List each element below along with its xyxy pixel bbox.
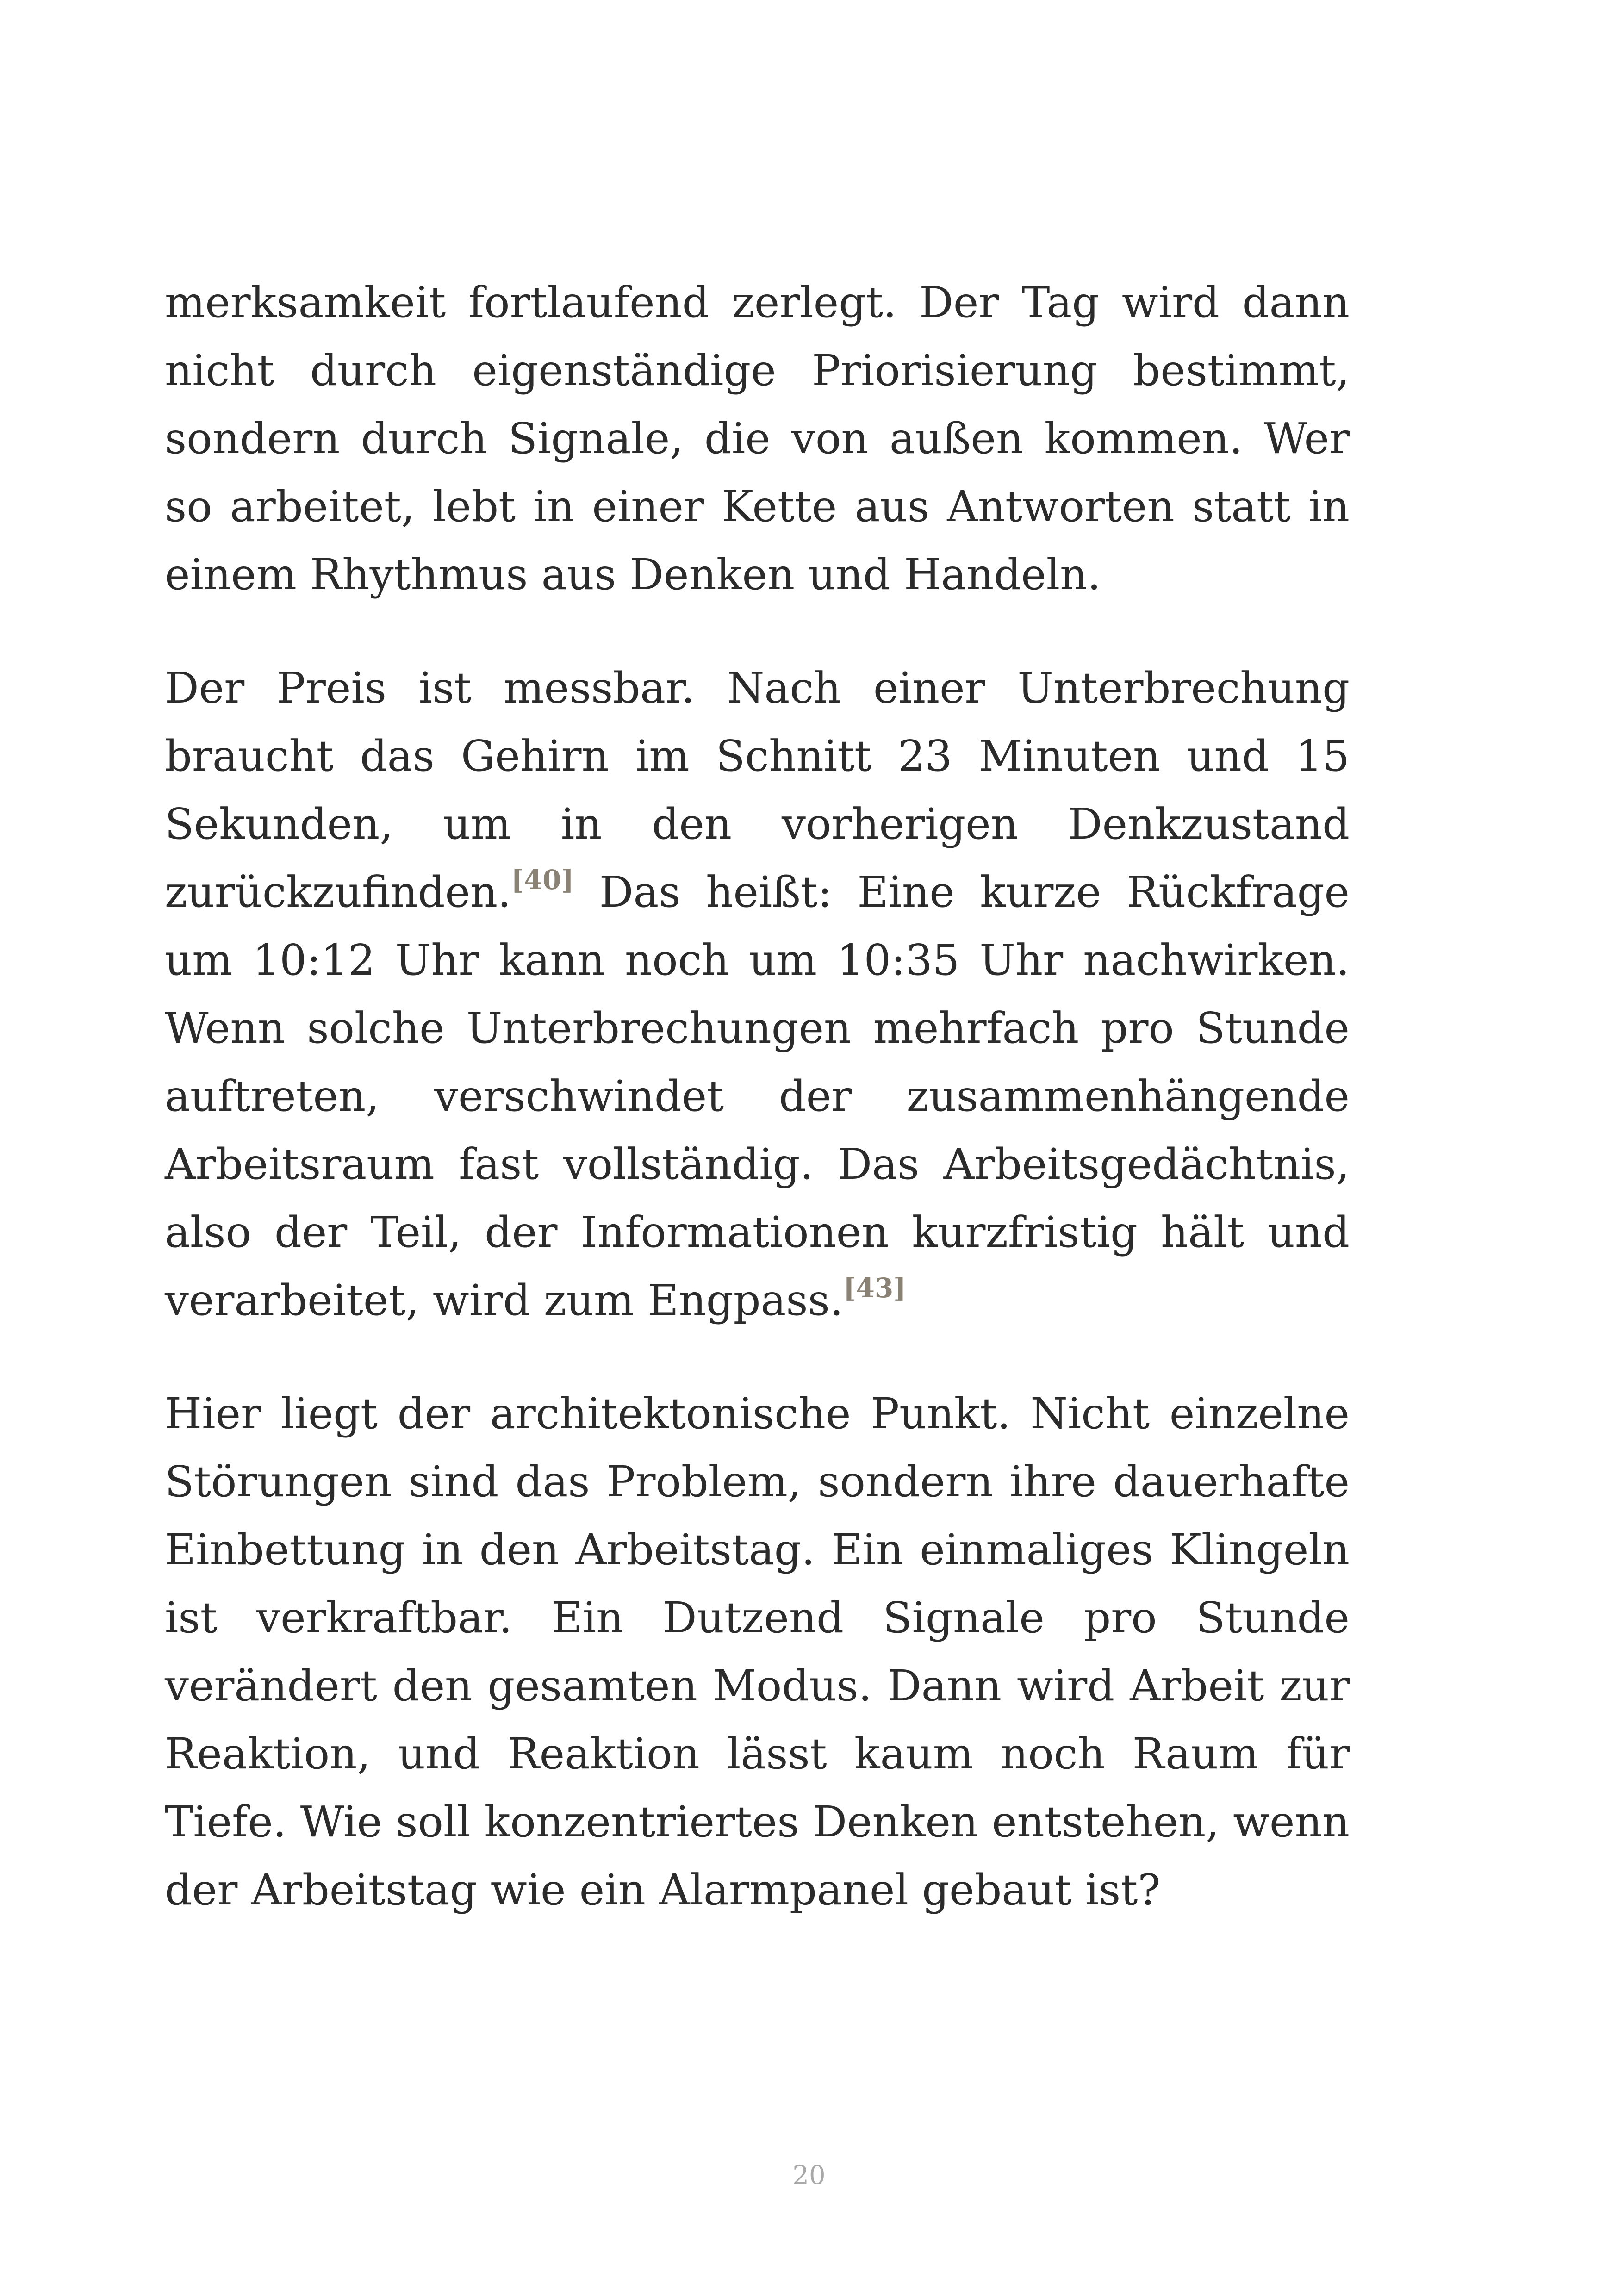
paragraph-1 (165, 268, 1350, 609)
paragraph-text: Hier liegt der architektonische Punkt. Nicht einzelne Störungen sind das Problem, sondern ihre dauerhafte Einbettung in den Arbeitstag. Ein einmaliges Klingeln ist verkraftbar. Ein Dutzend Signale pro Stunde verändert den gesamten Modus. Dann wird Arbeit zur Reaktion, und Reaktion lässt kaum noch Raum für Tiefe. Wie soll konzentriertes Denken entstehen, wenn der Arbeitstag wie ein Alarmpanel gebaut ist? (165, 1389, 1350, 1915)
paragraph-text: merksamkeit fortlaufend zerlegt. Der Tag wird dann nicht durch eigenständige Priorisierung bestimmt, sondern durch Signale, die von außen kommen. Wer so arbeitet, lebt in einer Kette aus Antworten statt in einem Rhythmus aus Denken und Handeln. (165, 278, 1350, 599)
paragraph-text: Das heißt: Eine kurze Rückfrage um 10:12 Uhr kann noch um 10:35 Uhr nachwirken. Wenn solche Unterbrechungen mehrfach pro Stunde auftreten, verschwindet der zusammenhängende Arbeitsraum fast vollständig. Das Arbeitsgedächtnis, also der Teil, der Informationen kurzfristig hält und verarbeitet, wird zum Engpass. (165, 867, 1350, 1325)
footnote-ref-43[interactable]: [43] (843, 1272, 906, 1304)
paragraph-text: Der Preis ist messbar. Nach einer Unterbrechung braucht das Gehirn im Schnitt 23 Minuten und 15 Sekunden, um in den vorherigen Denkzustand zurückzufinden. (165, 663, 1350, 917)
footnote-ref-40[interactable]: [40] (511, 864, 574, 896)
page-number: 20 (792, 2160, 826, 2190)
paragraph-2 (165, 654, 1350, 1334)
paragraph-3 (165, 1380, 1350, 1924)
body-text (165, 268, 1350, 1924)
